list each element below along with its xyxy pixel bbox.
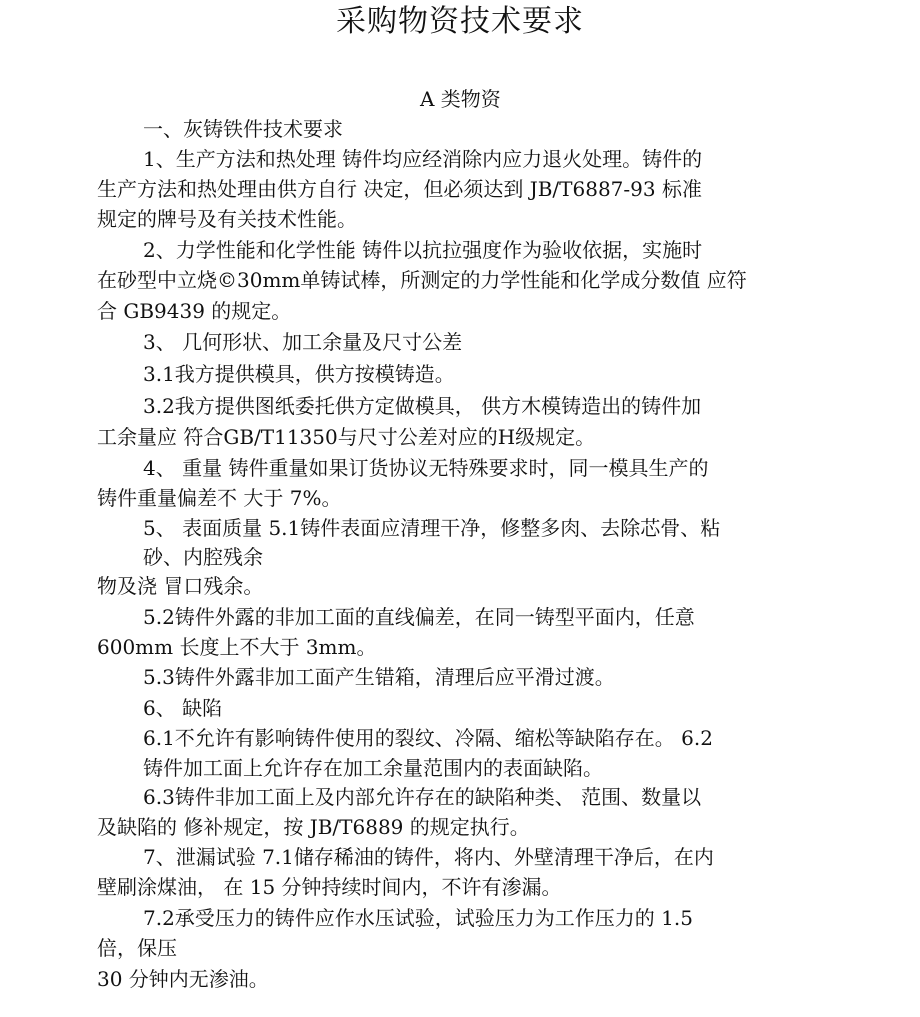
line-19: 5.3铸件外露非加工面产生错箱，清理后应平滑过渡。	[143, 665, 615, 689]
line-04: 规定的牌号及有关技术性能。	[97, 207, 357, 231]
line-11: 工余量应 符合GB/T11350与尺寸公差对应的H级规定。	[97, 425, 596, 449]
line-12: 4、 重量 铸件重量如果订货协议无特殊要求时，同一模具生产的	[143, 456, 709, 480]
line-28: 倍，保压	[97, 936, 177, 960]
line-05: 2、力学性能和化学性能 铸件以抗拉强度作为验收依据，实施时	[143, 238, 703, 262]
line-13: 铸件重量偏差不 大于 7%。	[97, 486, 342, 510]
line-17: 5.2铸件外露的非加工面的直线偏差，在同一铸型平面内，任意	[143, 605, 695, 629]
line-18: 600mm 长度上不大于 3mm。	[97, 635, 377, 659]
line-09: 3.1我方提供模具，供方按模铸造。	[143, 362, 455, 386]
line-06: 在砂型中立烧©30mm单铸试棒，所测定的力学性能和化学成分数值 应符	[97, 268, 747, 292]
document-title: 采购物资技术要求	[336, 4, 584, 39]
line-01-heading: 一、灰铸铁件技术要求	[143, 117, 343, 141]
line-21: 6.1不允许有影响铸件使用的裂纹、冷隔、缩松等缺陷存在。 6.2	[143, 726, 713, 750]
line-20: 6、 缺陷	[143, 696, 223, 720]
line-22: 铸件加工面上允许存在加工余量范围内的表面缺陷。	[143, 756, 603, 780]
line-15: 砂、内腔残余	[143, 545, 263, 569]
line-14: 5、 表面质量 5.1铸件表面应清理干净，修整多肉、去除芯骨、粘	[143, 516, 721, 540]
line-24: 及缺陷的 修补规定，按 JB/T6889 的规定执行。	[97, 815, 530, 839]
line-16: 物及浇 冒口残余。	[97, 574, 264, 598]
line-07: 合 GB9439 的规定。	[97, 299, 292, 323]
line-03: 生产方法和热处理由供方自行 决定，但必须达到 JB/T6887-93 标准	[97, 177, 702, 201]
line-25: 7、泄漏试验 7.1储存稀油的铸件，将内、外壁清理干净后，在内	[143, 845, 714, 869]
section-heading: A 类物资	[420, 87, 501, 111]
line-27: 7.2承受压力的铸件应作水压试验，试验压力为工作压力的 1.5	[143, 906, 693, 930]
line-08: 3、 几何形状、加工余量及尺寸公差	[143, 330, 463, 354]
line-29: 30 分钟内无渗油。	[97, 967, 269, 991]
line-26: 壁刷涂煤油， 在 15 分钟持续时间内，不许有渗漏。	[97, 875, 562, 899]
line-02: 1、生产方法和热处理 铸件均应经消除内应力退火处理。铸件的	[143, 147, 703, 171]
line-10: 3.2我方提供图纸委托供方定做模具， 供方木模铸造出的铸件加	[143, 394, 702, 418]
line-23: 6.3铸件非加工面上及内部允许存在的缺陷种类、 范围、数量以	[143, 785, 702, 809]
